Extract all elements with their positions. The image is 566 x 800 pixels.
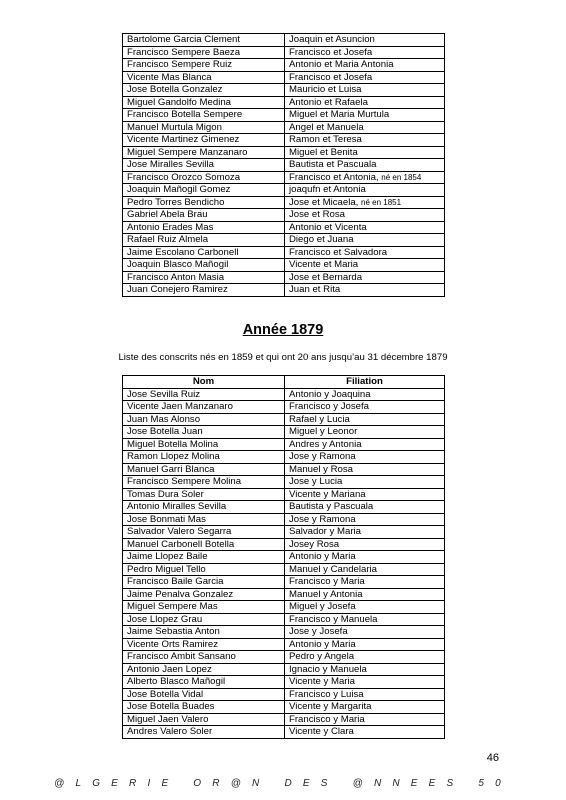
table-row [123,601,445,614]
filiation-cell: Jose y Ramona [285,451,445,464]
conscript-name-cell: Jaime Escolano Carbonell [123,246,285,259]
filiation-cell: Antonio et Maria Antonia [285,59,445,72]
conscript-name-cell: Andres Valero Soler [123,726,285,739]
table-row [123,438,445,451]
conscripts-table-previous [122,33,445,297]
table-row [123,726,445,739]
filiation-cell: Francisco et Salvadora [285,246,445,259]
column-header-filiation: Filiation [285,376,445,389]
filiation-cell: Jose y Lucia [285,476,445,489]
table-row [123,59,445,72]
filiation-cell: Diego et Juana [285,234,445,247]
conscript-name-cell: Jaime Penalva Gonzalez [123,588,285,601]
conscript-name-cell: Jose Botella Buades [123,701,285,714]
filiation-cell: Andres y Antonia [285,438,445,451]
filiation-cell: Jose et Bernarda [285,271,445,284]
table-row [123,563,445,576]
filiation-cell: Jose et Rosa [285,209,445,222]
filiation-cell: Francisco y Josefa [285,401,445,414]
filiation-cell: Jose y Josefa [285,626,445,639]
table-row [123,246,445,259]
table-row [123,146,445,159]
conscript-name-cell: Francisco Sempere Baeza [123,46,285,59]
filiation-cell: Vicente y Margarita [285,701,445,714]
conscript-name-cell: Jose Botella Vidal [123,688,285,701]
filiation-cell: Antonio y Maria [285,551,445,564]
table-row [123,159,445,172]
table-row [123,626,445,639]
filiation-cell: Francisco y Manuela [285,613,445,626]
conscript-name-cell: Jose Botella Gonzalez [123,84,285,97]
conscript-name-cell: Francisco Botella Sempere [123,109,285,122]
table-row [123,234,445,247]
table-row [123,413,445,426]
conscript-name-cell: Francisco Orozco Somoza [123,171,285,184]
conscript-name-cell: Joaquin Blasco Mañogil [123,259,285,272]
filiation-cell: Rafael y Lucia [285,413,445,426]
table-row [123,476,445,489]
table-row [123,588,445,601]
table-row [123,221,445,234]
section-subtitle: Liste des conscrits nés en 1859 et qui ont 20 ans jusqu’au 31 décembre 1879 [118,352,448,363]
table-row [123,688,445,701]
section-title: Année 1879 [242,322,324,338]
filiation-cell: Manuel y Candelaria [285,563,445,576]
table-row [123,34,445,47]
table-row [123,259,445,272]
filiation-cell: Angel et Manuela [285,121,445,134]
table-row [123,501,445,514]
table-body [123,388,445,738]
table-row [123,488,445,501]
filiation-cell: Manuel y Antonia [285,588,445,601]
filiation-cell: joaqufn et Antonia [285,184,445,197]
conscript-name-cell: Francisco Anton Masia [123,271,285,284]
conscript-name-cell: Jose Bonmati Mas [123,513,285,526]
conscript-name-cell: Francisco Sempere Ruiz [123,59,285,72]
filiation-cell: Salvador y Maria [285,526,445,539]
conscript-name-cell: Vicente Martinez Gimenez [123,134,285,147]
filiation-cell: Vicente y Maria [285,676,445,689]
conscript-name-cell: Ramon Llopez Molina [123,451,285,464]
filiation-cell: Antonio et Rafaela [285,96,445,109]
table-row [123,96,445,109]
conscript-name-cell: Manuel Murtula Migon [123,121,285,134]
table-row [123,71,445,84]
filiation-cell: Vicente y Clara [285,726,445,739]
filiation-cell: Antonio y Maria [285,638,445,651]
table-row [123,676,445,689]
table-row [123,713,445,726]
filiation-cell [285,196,445,209]
filiation-cell: Bautista et Pascuala [285,159,445,172]
filiation-cell: Manuel y Rosa [285,463,445,476]
conscript-name-cell: Bartolome Garcia Clement [123,34,285,47]
conscript-name-cell: Tomas Dura Soler [123,488,285,501]
table-row [123,526,445,539]
filiation-cell: Vicente et Maria [285,259,445,272]
filiation-cell: Antonio y Joaquina [285,388,445,401]
filiation-cell: Pedro y Angela [285,651,445,664]
table-header-row [123,376,445,389]
table-row [123,663,445,676]
conscript-name-cell: Juan Conejero Ramirez [123,284,285,297]
conscript-name-cell: Jaime Llopez Baile [123,551,285,564]
filiation-cell: Francisco y Luisa [285,688,445,701]
table-row [123,426,445,439]
filiation-cell: Miguel y Josefa [285,601,445,614]
table-row [123,209,445,222]
filiation-cell: Josey Rosa [285,538,445,551]
conscript-name-cell: Manuel Garri Blanca [123,463,285,476]
conscript-name-cell: Francisco Ambit Sansano [123,651,285,664]
conscript-name-cell: Salvador Valero Segarra [123,526,285,539]
table-row [123,451,445,464]
table-row [123,538,445,551]
conscript-name-cell: Antonio Erades Mas [123,221,285,234]
filiation-cell: Juan et Rita [285,284,445,297]
filiation-cell: Miguel y Leonor [285,426,445,439]
table-body [123,34,445,297]
conscript-name-cell: Jose Miralles Sevilla [123,159,285,172]
conscript-name-cell: Miguel Jaen Valero [123,713,285,726]
table-row [123,513,445,526]
table-row [123,196,445,209]
conscript-name-cell: Gabriel Abela Brau [123,209,285,222]
table-row [123,121,445,134]
table-row [123,551,445,564]
filiation-cell: Joaquin et Asuncion [285,34,445,47]
filiation-cell: Francisco y Maria [285,576,445,589]
filiation-cell: Francisco et Josefa [285,46,445,59]
table-row [123,638,445,651]
filiation-cell: Miguel et Benita [285,146,445,159]
table-row [123,109,445,122]
table-row [123,84,445,97]
conscript-name-cell: Francisco Sempere Molina [123,476,285,489]
conscript-name-cell: Pedro Torres Bendicho [123,196,285,209]
conscript-name-cell: Jose Sevilla Ruiz [123,388,285,401]
conscript-name-cell: Miguel Sempere Manzanaro [123,146,285,159]
table-row [123,401,445,414]
table-row [123,184,445,197]
conscript-name-cell: Alberto Blasco Mañogil [123,676,285,689]
conscript-name-cell: Jaime Sebastia Anton [123,626,285,639]
filiation-cell: Ramon et Teresa [285,134,445,147]
conscript-name-cell: Miguel Botella Molina [123,438,285,451]
conscripts-table-1879 [122,375,445,739]
table-row [123,576,445,589]
filiation-cell: Bautista y Pascuala [285,501,445,514]
conscript-name-cell: Jose Botella Juan [123,426,285,439]
conscript-name-cell: Miguel Gandolfo Medina [123,96,285,109]
filiation-cell: Francisco et Josefa [285,71,445,84]
birth-note: né en 1851 [361,197,402,207]
table-row [123,701,445,714]
conscript-name-cell: Rafael Ruiz Almela [123,234,285,247]
filiation-cell: Jose y Ramona [285,513,445,526]
table-row [123,134,445,147]
table-row [123,171,445,184]
page-number: 46 [486,752,499,764]
table-row [123,613,445,626]
conscript-name-cell: Jose Llopez Grau [123,613,285,626]
filiation-cell: Ignacio y Manuela [285,663,445,676]
filiation-cell: Vicente y Mariana [285,488,445,501]
conscript-name-cell: Vicente Mas Blanca [123,71,285,84]
filiation-cell: Mauricio et Luisa [285,84,445,97]
conscript-name-cell: Antonio Jaen Lopez [123,663,285,676]
conscript-name-cell: Joaquin Mañogil Gomez [123,184,285,197]
conscript-name-cell: Manuel Carbonell Botella [123,538,285,551]
filiation-cell: Antonio et Vicenta [285,221,445,234]
conscript-name-cell: Pedro Miguel Tello [123,563,285,576]
filiation-cell: Miguel et Maria Murtula [285,109,445,122]
conscript-name-cell: Antonio Miralles Sevilla [123,501,285,514]
table-row [123,284,445,297]
table-row [123,463,445,476]
table-row [123,46,445,59]
table-row [123,651,445,664]
conscript-name-cell: Juan Mas Alonso [123,413,285,426]
filiation-text: Francisco et Antonia, [289,171,379,183]
page-footer: @LGERIE OR@N DES @NNEES 50 [54,778,512,789]
birth-note: né en 1854 [381,172,422,182]
table-row [123,271,445,284]
column-header-name: Nom [123,376,285,389]
table-row [123,388,445,401]
filiation-cell [285,171,445,184]
conscript-name-cell: Vicente Orts Ramirez [123,638,285,651]
conscript-name-cell: Francisco Baile Garcia [123,576,285,589]
conscript-name-cell: Miguel Sempere Mas [123,601,285,614]
conscript-name-cell: Vicente Jaen Manzanaro [123,401,285,414]
filiation-text: Jose et Micaela, [289,196,359,208]
filiation-cell: Francisco y Maria [285,713,445,726]
